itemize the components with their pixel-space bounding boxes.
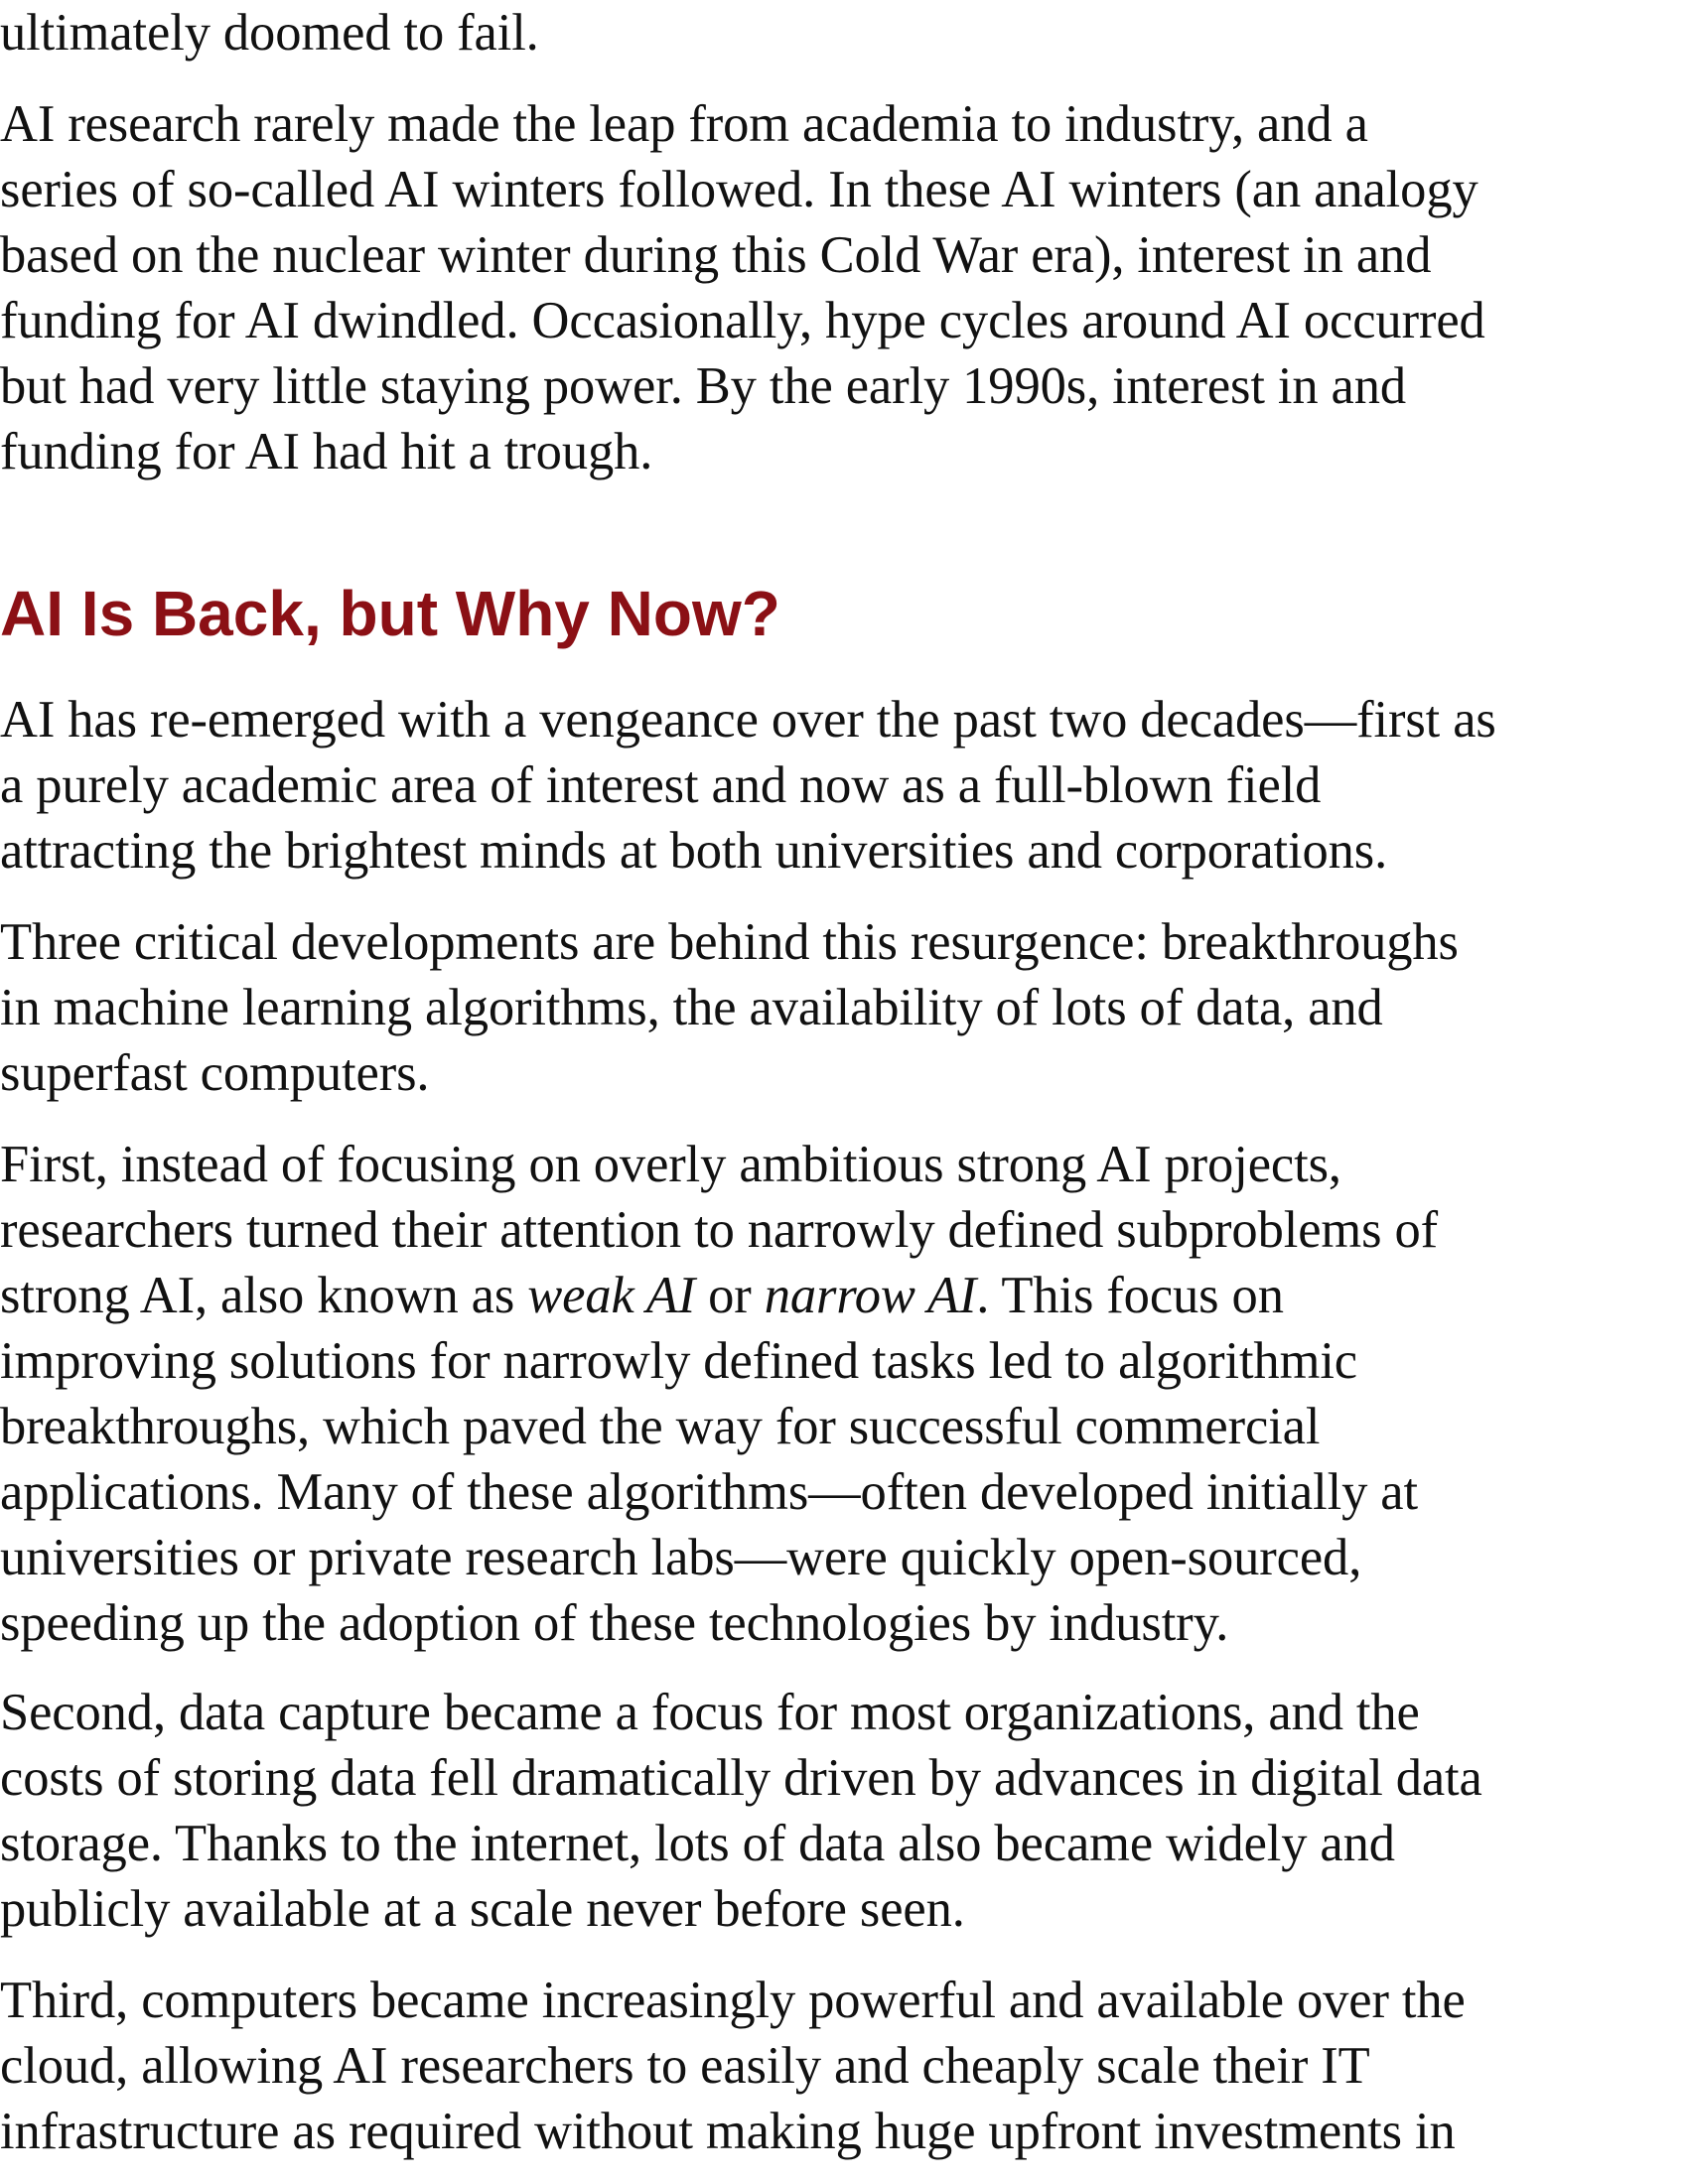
paragraph-first-part-a: First, instead of focusing on overly ambitious strong AI projects, researchers turned their attention to narrowly defined subproblems of strong AI, also known as — [0, 1136, 1439, 1324]
section-heading: AI Is Back, but Why Now? — [0, 578, 780, 649]
intro-fragment: ultimately doomed to fail. — [0, 4, 539, 62]
term-narrow-ai: narrow AI — [764, 1267, 977, 1324]
paragraph-third: Third, computers became increasingly powerful and available over the cloud, allowing AI researchers to easily and cheaply scale their IT infrastructure as required without making huge upfront investments in — [0, 1972, 1466, 2160]
paragraph-first-part-b: . This focus on improving solutions for narrowly defined tasks led to algorithmic breakthroughs, which paved the way for successful commercial applications. Many of these algorithms—often developed initially at universities or private research labs—were quickly open-sourced, speeding up the adoption of these technologies by industry. — [0, 1267, 1418, 1652]
paragraph-reemerged: AI has re-emerged with a vengeance over the past two decades—first as a purely academic area of interest and now as a full-blown field attracting the brightest minds at both universities and corporations. — [0, 691, 1496, 880]
paragraph-developments: Three critical developments are behind this resurgence: breakthroughs in machine learning algorithms, the availability of lots of data, and superfast computers. — [0, 913, 1459, 1102]
paragraph-first — [0, 1132, 1438, 1656]
paragraph-second: Second, data capture became a focus for most organizations, and the costs of storing data fell dramatically driven by advances in digital data storage. Thanks to the internet, lots of data also became widely and publicly available at a scale never before seen. — [0, 1684, 1482, 1938]
paragraph-ai-winters: AI research rarely made the leap from academia to industry, and a series of so-called AI winters followed. In these AI winters (an analogy based on the nuclear winter during this Cold War era), interest in and funding for AI dwindled. Occasionally, hype cycles around AI occurred but had very little staying power. By the early 1990s, interest in and funding for AI had hit a trough. — [0, 95, 1485, 480]
term-weak-ai: weak AI — [527, 1267, 696, 1324]
paragraph-first-joiner: or — [695, 1267, 765, 1324]
